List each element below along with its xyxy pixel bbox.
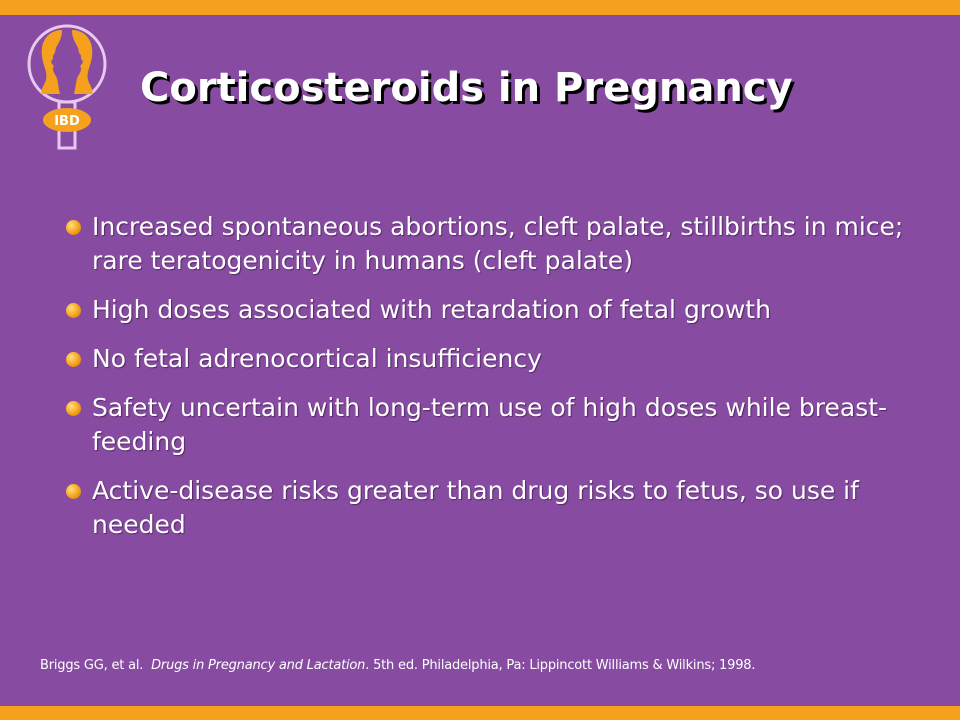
bullet-list	[64, 210, 914, 557]
citation	[40, 656, 940, 676]
orange-dot-bullet-icon	[66, 352, 81, 367]
citation-book-title: Drugs in Pregnancy and Lactation	[151, 658, 366, 673]
bullet-text: Increased spontaneous abortions, cleft palate, stillbirths in mice; rare teratogenicity in humans (cleft palate)	[92, 212, 904, 275]
bullet-item	[64, 391, 914, 459]
orange-dot-bullet-icon	[66, 303, 81, 318]
bullet-text: Safety uncertain with long-term use of high doses while breast-feeding	[92, 393, 888, 456]
orange-dot-bullet-icon	[66, 401, 81, 416]
orange-dot-bullet-icon	[66, 220, 81, 235]
orange-dot-bullet-icon	[66, 484, 81, 499]
logo-text: IBD	[54, 114, 80, 129]
bullet-item	[64, 474, 914, 542]
slide-title: Corticosteroids in Pregnancy	[140, 65, 793, 111]
citation-authors: Briggs GG, et al.	[40, 658, 144, 673]
bullet-item	[64, 293, 914, 327]
citation-details: . 5th ed. Philadelphia, Pa: Lippincott Williams & Wilkins; 1998.	[365, 658, 756, 673]
top-accent-band	[0, 0, 960, 15]
bullet-item	[64, 342, 914, 376]
bullet-text: No fetal adrenocortical insufficiency	[92, 344, 542, 373]
bullet-item	[64, 210, 914, 278]
ibd-logo-icon	[22, 22, 112, 152]
bullet-text: High doses associated with retardation of fetal growth	[92, 295, 771, 324]
bottom-accent-band	[0, 706, 960, 720]
bullet-text: Active-disease risks greater than drug risks to fetus, so use if needed	[92, 476, 859, 539]
